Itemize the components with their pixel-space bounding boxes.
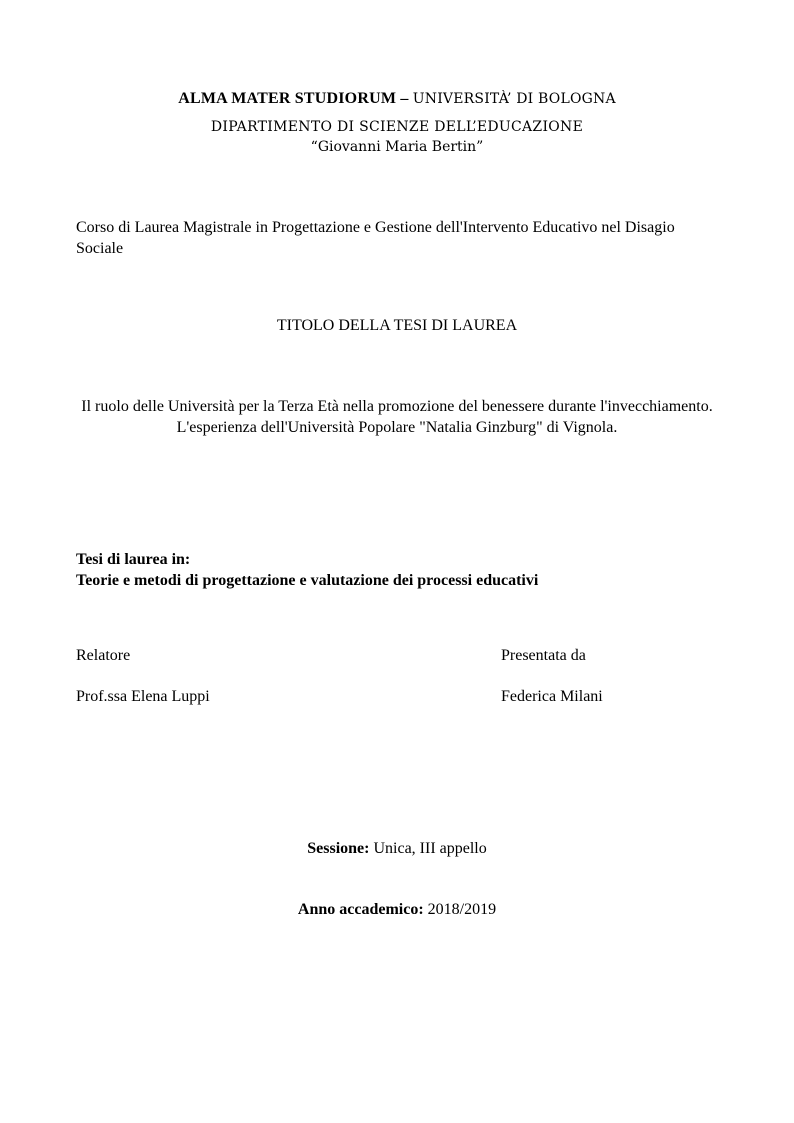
supervisor-label: Relatore bbox=[76, 647, 131, 664]
university-name-bold: ALMA MATER STUDIORUM bbox=[178, 90, 397, 107]
department-subtitle: “Giovanni Maria Bertin” bbox=[310, 139, 484, 155]
department-name: DIPARTIMENTO DI SCIENZE DELL’EDUCAZIONE bbox=[210, 119, 584, 135]
supervisor-name: Prof.ssa Elena Luppi bbox=[76, 688, 210, 705]
session-line bbox=[0, 840, 794, 858]
academic-year-label: Anno accademico: bbox=[297, 901, 424, 918]
author-label: Presentata da bbox=[501, 647, 586, 664]
session-value: Unica, III appello bbox=[369, 840, 487, 857]
academic-year-line bbox=[0, 901, 794, 919]
academic-year-value: 2018/2019 bbox=[423, 901, 497, 918]
author-name: Federica Milani bbox=[501, 688, 603, 705]
university-separator: – bbox=[396, 90, 413, 107]
subject-name: Teorie e metodi di progettazione e valutazione dei processi educativi bbox=[76, 572, 539, 589]
subject-block bbox=[76, 549, 538, 591]
university-name-rest: UNIVERSITÀ’ DI BOLOGNA bbox=[412, 91, 616, 107]
subject-label: Tesi di laurea in: bbox=[76, 551, 191, 568]
university-header bbox=[0, 90, 794, 108]
session-label: Sessione: bbox=[307, 840, 370, 857]
course-name: Corso di Laurea Magistrale in Progettazione e Gestione dell'Intervento Educativo nel Disagio Sociale bbox=[76, 219, 675, 257]
thesis-title-label: TITOLO DELLA TESI DI LAUREA bbox=[276, 317, 518, 334]
thesis-title: Il ruolo delle Università per la Terza Età nella promozione del benessere durante l'invecchiamento. L'esperienza dell'Università Popolare "Natalia Ginzburg" di Vignola. bbox=[81, 398, 713, 436]
